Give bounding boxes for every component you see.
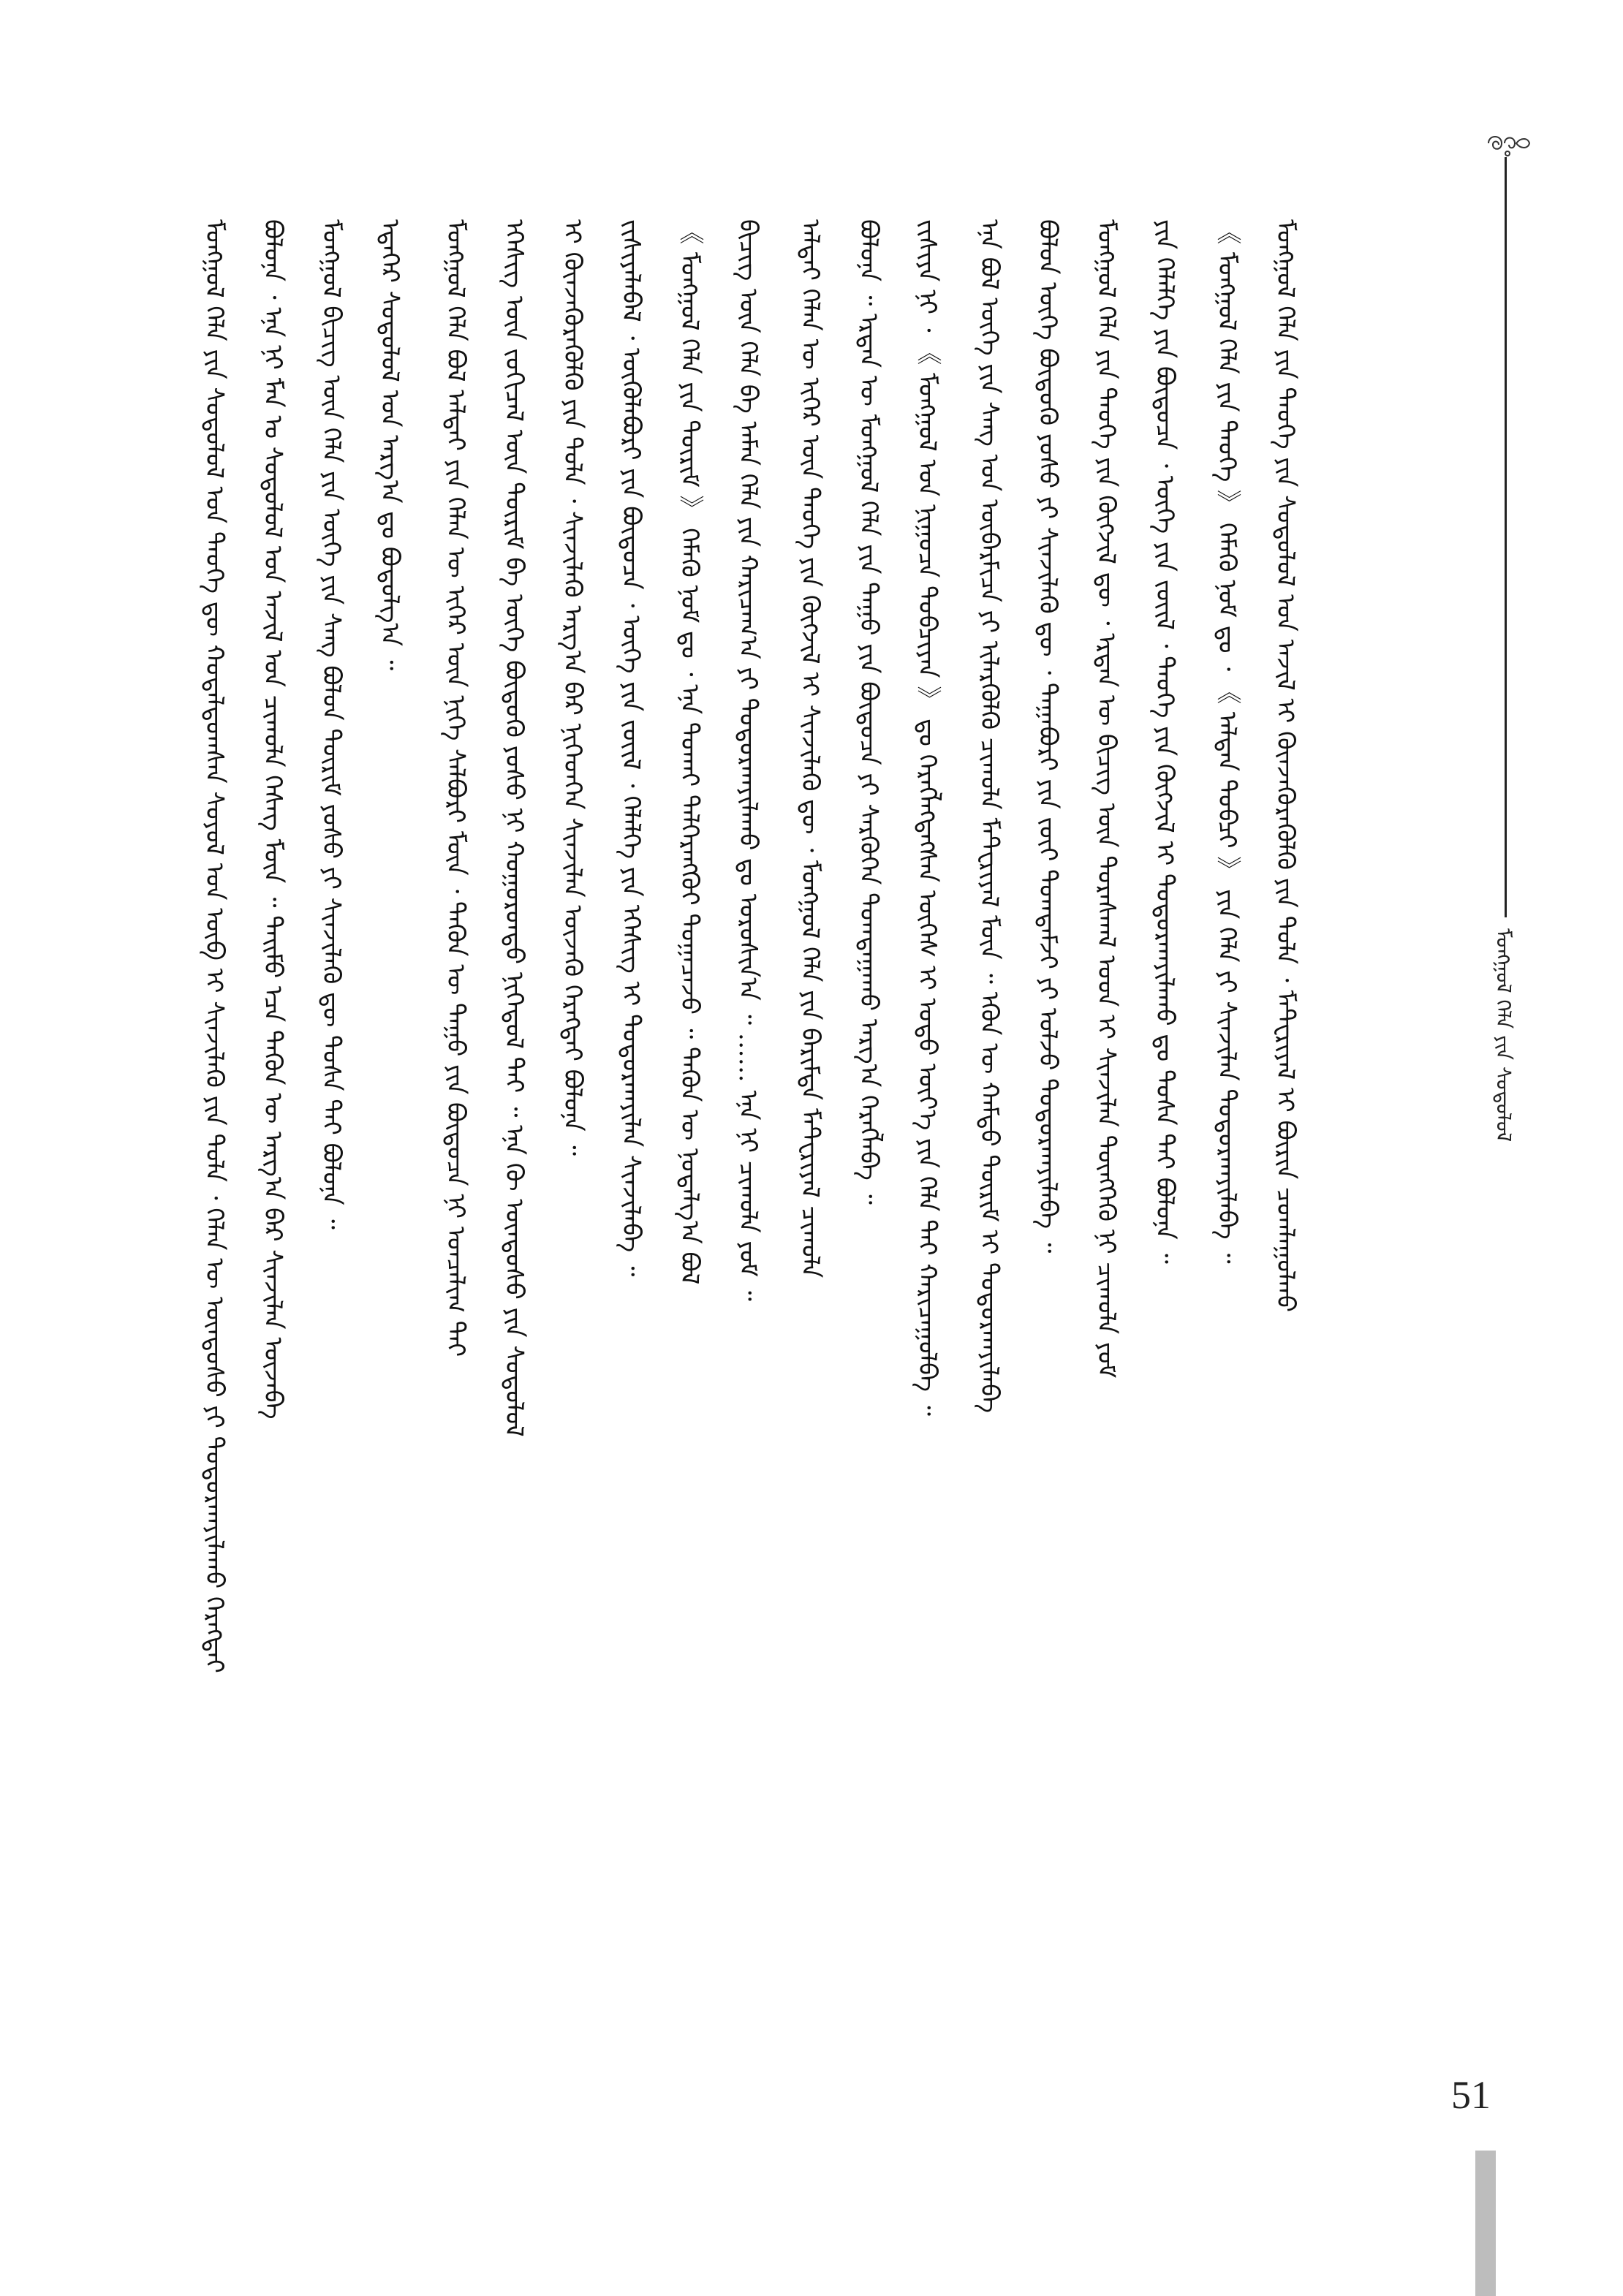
text-line: ᠮᠣᠩᠭᠣᠯ ᠬᠡᠯᠡ ᠪᠣᠯ ᠠᠯᠲᠠᠢ ᠶᠢᠨ ᠬᠡᠯᠡᠨ ᠦ ᠢᠭᠡᠷ ᠦᠨ ᠨᠢᠭᠡ ᠰᠠᠯᠪᠤᠷᠢ ᠮᠥᠨ ᠂ ᠲᠡᠭᠦᠨ ᠦ ᠳᠠᠭᠤ ᠶᠢᠨ ᠪᠦᠲᠦᠴᠡ ᠨᠢ ᠣᠨᠴᠠᠯᠢᠭ ᠲᠠᠢ — [441, 219, 470, 1357]
text-line: ᠢ ᠭᠦᠨᠵᠡᠭᠦᠷᠡᠭᠦᠯᠬᠦ ᠶᠢᠨ ᠲᠤᠯᠠ ᠂ ᠰᠢᠨᠵᠢᠯᠡᠬᠦ ᠠᠷᠭ᠎ᠠ ᠪᠠᠷ ᠨᠢᠭᠡᠳᠬᠡᠨ ᠰᠢᠨᠵᠢᠯᠡᠨ ᠦᠵᠡᠬᠦ ᠬᠡᠷᠡᠭᠲᠡᠢ ᠪᠣᠯᠤᠨᠠ ᠃ — [558, 219, 587, 1156]
text-line: ᠮᠣᠩᠭᠣᠯ ᠬᠡᠯᠡ ᠶᠢᠨ ᠰᠤᠳᠤᠯᠤᠯ ᠤᠨ ᠲᠡᠦᠬᠡ ᠳᠦ ᠬᠤᠳᠠᠯᠳᠤᠭᠰᠠᠨ ᠰᠣᠶᠤᠯ ᠤᠨ ᠥᠪ ᠢ ᠰᠢᠨᠵᠢᠯᠡᠬᠦ ᠶᠢᠨ ᠲᠤᠯᠠ ᠂ ᠬᠡᠯᠡᠨ ᠦ ᠦᠨᠳᠦᠰᠦ ᠶᠢ ᠲᠣᠳᠣᠷᠬᠠᠶᠢᠯᠠᠬᠤ ᠬᠡᠷᠡᠭᠲᠡᠢ — [200, 219, 229, 1673]
text-line: ᠶᠢᠨ ᠬᠡᠯᠡᠯᠭᠡ ᠶᠢᠨ ᠪᠦᠲᠦᠴᠡ ᠂ ᠦᠭᠡ ᠶᠢᠨ ᠵᠦᠢᠯ ᠂ ᠲᠡᠦᠬᠡ ᠶᠢᠨ ᠬᠥᠭᠵᠢᠯ ᠢ ᠲᠣᠳᠣᠷᠬᠠᠶᠢᠯᠠᠬᠤ ᠳᠤ ᠲᠤᠰᠠ ᠲᠠᠢ ᠪᠣᠯᠤᠨᠠ ᠃ — [1150, 219, 1179, 1264]
text-line: ᠪᠣᠯᠤᠨᠠ ᠃ ᠡᠷᠲᠡᠨ ᠦ ᠮᠣᠩᠭᠣᠯ ᠬᠡᠯᠡ ᠶᠢᠨ ᠳᠠᠭᠤ ᠶᠢᠨ ᠪᠦᠲᠦᠴᠡ ᠶᠢ ᠰᠡᠷᠭᠦᠭᠡᠨ ᠲᠣᠭᠲᠠᠭᠠᠬᠤ ᠠᠷᠭ᠎ᠠ ᠬᠡᠷᠡᠭᠯᠡᠪᠡ ᠃ — [854, 219, 883, 1205]
text-line: ᠮᠣᠩᠭᠣᠯ ᠪᠢᠴᠢᠭ ᠦᠨ ᠬᠡᠯᠡ ᠶᠢᠨ ᠦᠭᠡ ᠶᠢᠨ ᠰᠠᠩ ᠪᠣᠯᠤᠨ ᠳᠦᠷᠢᠮ ᠶᠣᠰᠣ ᠶᠢ ᠰᠢᠨᠵᠢᠯᠡᠬᠦ ᠳᠦ ᠲᠤᠰᠠ ᠲᠠᠢ ᠪᠣᠯᠤᠨᠠ ᠃ — [317, 219, 346, 1230]
header-rule — [1505, 157, 1507, 917]
page-edge-tab — [1475, 2151, 1496, 2296]
text-line: ᠡᠨᠡ ᠪᠣᠯ ᠦᠭᠡ ᠶᠢᠨ ᠰᠠᠩ ᠤᠨ ᠥᠪᠡᠷᠮᠢᠴᠡ ᠶᠢ ᠢᠯᠡᠷᠭᠦᠯᠬᠦ ᠴᠢᠬᠤᠯᠠ ᠮᠠᠲᠸᠷᠢᠶᠠᠯ ᠮᠥᠨ ᠃ ᠡᠭᠦᠨ ᠦ ᠬᠠᠮᠲᠤ ᠳᠦᠷᠢᠮ ᠢ ᠲᠣᠳᠣᠷᠬᠠᠶᠢᠯᠠᠪᠠ — [975, 219, 1004, 1413]
text-line: ᠵᠢᠱᠢᠶᠡᠯᠡᠪᠡᠯ ᠂ ᠥᠭᠦᠯᠡᠪᠦᠷᠢ ᠶᠢᠨ ᠪᠦᠲᠦᠴᠡ ᠂ ᠦᠭᠡ ᠶᠢᠨ ᠵᠦᠢᠯ ᠂ ᠬᠡᠯᠡᠯᠭᠡ ᠶᠢᠨ ᠡᠭᠡᠰᠢᠭ ᠢ ᠲᠣᠳᠣᠷᠬᠠᠶᠢᠯᠠᠨ ᠰᠢᠨᠵᠢᠯᠡᠪᠡ ᠃ — [616, 219, 646, 1277]
running-header-title: ᠮᠣᠩᠭᠣᠯ ᠬᠡᠯᠡ ᠶᠢᠨ ᠰᠤᠳᠤᠯᠤᠯ — [1491, 928, 1516, 1143]
text-line: ᠠᠯᠲᠠᠢ ᠬᠡᠯᠡᠨ ᠦ ᠢᠭᠡᠷ ᠦᠨ ᠲᠡᠦᠬᠡ ᠶᠢᠨ ᠬᠥᠭᠵᠢᠯ ᠢ ᠰᠢᠨᠵᠢᠯᠡᠬᠦ ᠳᠦ ᠂ ᠮᠣᠩᠭᠣᠯ ᠬᠡᠯᠡ ᠶᠢᠨ ᠪᠠᠷᠢᠮᠲᠠ ᠮᠠᠲᠸᠷᠢᠶᠠᠯ ᠴᠢᠬᠤᠯᠠ — [795, 219, 825, 1278]
flourish-ornament-icon — [1483, 129, 1534, 158]
text-line: ᠪᠣᠯᠤᠨᠠ ᠂ ᠡᠨᠡ ᠨᠢ ᠮᠠᠨ ᠤ ᠰᠤᠳᠤᠯᠤᠯ ᠤᠨ ᠠᠵᠢᠯ ᠤᠨ ᠴᠢᠬᠤᠯᠠ ᠬᠡᠰᠡᠭ ᠮᠥᠨ ᠃ ᠲᠡᠢᠮᠦ ᠡᠴᠡ ᠲᠡᠭᠦᠨ ᠦ ᠠᠷᠭ᠎ᠠ ᠪᠠᠷ ᠰᠢᠨᠵᠢᠯᠡᠨ ᠦᠵᠡᠪᠡ — [258, 219, 287, 1420]
text-line: 《 ᠮᠣᠩᠭᠣᠯ ᠬᠡᠯᠡ ᠶᠢᠨ ᠳᠦᠷᠢᠮ 》 ᠬᠡᠮᠡᠬᠦ ᠨᠣᠮ ᠳᠤ ᠂ ᠡᠨᠡ ᠲᠤᠬᠠᠢ ᠳᠡᠯᠭᠡᠷᠡᠩᠭᠦᠢ ᠲᠣᠭᠠᠴᠠᠵᠤ ᠃ ᠲᠡᠭᠦᠨ ᠦ ᠨᠣᠲᠠᠯᠭ᠎ᠠ ᠪᠣᠯ — [675, 219, 704, 1285]
text-line: ᠡᠳᠡᠭᠡᠷ ᠰᠤᠳᠤᠯᠤᠯ ᠤᠨ ᠠᠷᠭ᠎ᠠ ᠳᠤ ᠪᠣᠳᠤᠯᠭ᠎ᠠ ᠃ — [375, 219, 404, 671]
body-text — [192, 219, 1478, 2193]
text-line: ᠮᠣᠩᠭᠣᠯ ᠬᠡᠯᠡ ᠶᠢᠨ ᠲᠡᠦᠬᠡ ᠶᠢᠨ ᠬᠥᠭᠵᠢᠯ ᠳᠦ ᠂ ᠡᠷᠲᠡᠨ ᠦ ᠪᠢᠴᠢᠭ ᠦᠨ ᠳᠤᠷᠠᠰᠬᠠᠯ ᠤᠳ ᠢ ᠰᠢᠨᠵᠢᠯᠡᠨ ᠳᠦᠩᠭᠡᠬᠦ ᠨᠢ ᠴᠢᠬᠤᠯᠠ ᠶᠤᠮ — [1092, 219, 1121, 1379]
text-line: ᠵᠢᠱᠢᠶᠡ ᠨᠢ ᠂ 《 ᠮᠣᠩᠭᠣᠯ ᠤᠨ ᠨᠢᠭᠤᠴᠠ ᠲᠣᠪᠴᠢᠶᠠᠨ 》 ᠳᠤ ᠬᠡᠷᠡᠭᠯᠡᠭᠳᠡᠭᠰᠡᠨ ᠦᠭᠡᠰ ᠢ ᠣᠳᠣ ᠦᠶ᠎ᠡ ᠶᠢᠨ ᠬᠡᠯᠡ ᠲᠡᠢ ᠬᠠᠷᠢᠴᠠᠭᠤᠯᠪᠠ ᠃ — [912, 219, 942, 1417]
text-line: ᠡᠭᠡᠰᠢᠭ ᠦᠨ ᠵᠣᠬᠢᠴᠠᠯ ᠦᠨ ᠳᠦᠷᠢᠮ ᠪᠠ ᠦᠭᠡ ᠪᠦᠲᠦᠬᠦ ᠶᠣᠰᠣ ᠨᠢ ᠬᠣᠭᠣᠷᠤᠨᠳᠤ ᠨᠢᠭᠡᠳᠦᠯ ᠲᠡᠢ ᠃ ᠡᠨᠡ ᠬᠦ ᠦᠨᠳᠦᠰᠦ ᠶᠢᠨ ᠰᠤᠳᠤᠯᠤᠯ — [499, 219, 529, 1437]
text-line: ᠪᠢᠴᠢᠭ ᠦᠨ ᠬᠡᠯᠡ ᠪᠠ ᠠᠮᠠᠨ ᠬᠡᠯᠡ ᠶᠢᠨ ᠬᠠᠷᠢᠴᠠᠭ᠎ᠠ ᠶᠢ ᠲᠣᠳᠣᠷᠬᠠᠶᠢᠯᠠᠬᠤ ᠳᠤ ᠣᠷᠣᠰᠢᠨ᠎ᠠ ᠃ …… ᠡᠨᠡ ᠨᠢ ᠴᠢᠬᠤᠯᠠ ᠶᠤᠮ ᠃ — [733, 219, 763, 1301]
text-line: 《 ᠮᠣᠩᠭᠣᠯ ᠬᠡᠯᠡ ᠶᠢᠨ ᠲᠡᠦᠬᠡ 》 ᠬᠡᠮᠡᠬᠦ ᠨᠣᠮ ᠳᠤ ᠂ 《 ᠠᠯᠲᠠᠨ ᠲᠣᠪᠴᠢ 》 ᠶᠢᠨ ᠬᠡᠯᠡ ᠶᠢ ᠰᠢᠨᠵᠢᠯᠡᠨ ᠲᠣᠳᠣᠷᠬᠠᠶᠢᠯᠠᠪᠠ ᠃ — [1212, 219, 1241, 1264]
page-number: 51 — [1451, 2073, 1491, 2117]
text-line: ᠪᠣᠯᠤᠨ ᠦᠭᠡ ᠪᠦᠲᠦᠬᠦ ᠶᠣᠰᠣ ᠶᠢ ᠰᠢᠨᠵᠢᠯᠡᠬᠦ ᠳᠦ ᠂ ᠳᠠᠭᠠᠪᠤᠷᠢ ᠶᠢᠨ ᠵᠦᠢ ᠲᠣᠭᠲᠠᠮᠵᠢ ᠶᠢ ᠣᠯᠵᠤ ᠲᠣᠳᠣᠷᠬᠠᠶᠢᠯᠠᠪᠠ ᠃ — [1033, 219, 1062, 1254]
text-line: ᠮᠣᠩᠭᠣᠯ ᠬᠡᠯᠡ ᠶᠢᠨ ᠲᠡᠦᠬᠡ ᠶᠢᠨ ᠰᠤᠳᠤᠯᠤᠯ ᠤᠨ ᠠᠵᠢᠯ ᠢ ᠭᠦᠨᠵᠡᠭᠦᠷᠡᠭᠦᠯᠬᠦ ᠶᠢᠨ ᠲᠤᠯᠠ ᠂ ᠮᠠᠲᠸᠷᠢᠶᠠᠯ ᠢ ᠪᠦᠷᠢᠨ ᠴᠤᠭᠯᠠᠭᠤᠯᠬᠤ — [1271, 219, 1300, 1313]
